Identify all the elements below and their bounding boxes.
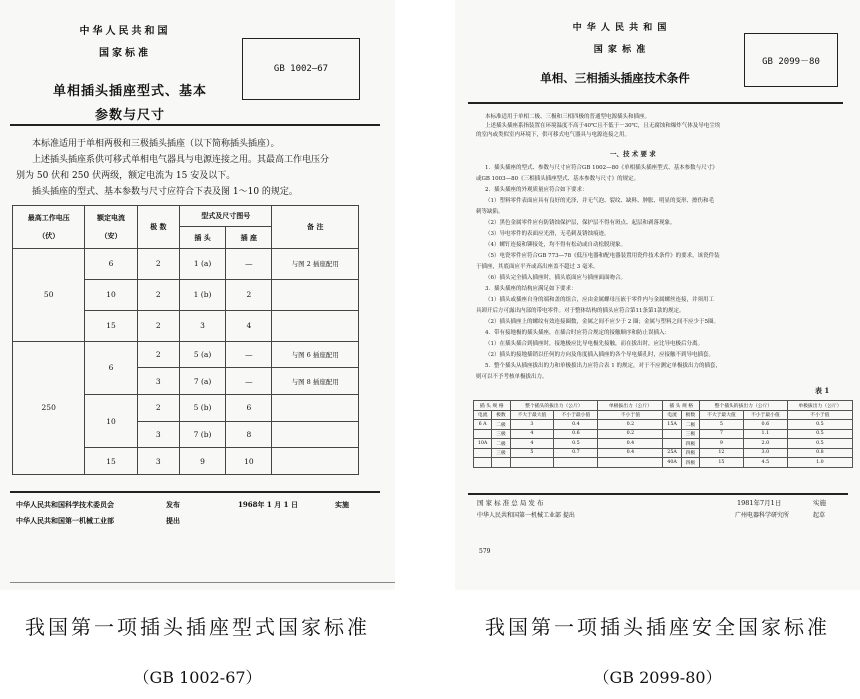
- body-line: （1）在插头插合到插座时，接地极应比导电极先接触，而在拔出时，应比导电极后分离。: [485, 341, 704, 347]
- body-line: （4）螺钉连接和铆接处，均不得有松动或自动松脱现象。: [485, 242, 627, 248]
- body-line: 则可以不予考核单极拔出力。: [476, 374, 548, 380]
- body-line: 4．带有接地极的插头插座，在插合时应符合规定的接触顺序和防止误插入：: [485, 330, 671, 336]
- table-row: 10 2 5 (b) 6: [13, 394, 359, 421]
- action-draft: 起草: [813, 512, 826, 519]
- voltage-cell: 50: [13, 248, 85, 341]
- body-line: 5．整个插头从插座拔出的力和单极拔出力应符合表 1 的规定，对于不应测定单极拔出力的插套，: [485, 363, 721, 369]
- issuer-1: 中华人民共和国科学技术委员会: [16, 500, 114, 509]
- table-row: 6 A 二极 3 0.4 0.2 15A 二极 5 0.6 0.5: [474, 420, 853, 430]
- standard-type: 国 家 标 准: [593, 45, 647, 55]
- standard-code-box: [744, 33, 838, 87]
- action-propose: 提出: [166, 516, 180, 525]
- paragraph: 插头插座的型式、基本参数与尺寸应符合下表及图 1～10 的规定。: [32, 187, 298, 197]
- drafter: 广州电器科学研究所: [735, 512, 790, 519]
- country-header: 中 华 人 民 共 和 国: [572, 23, 668, 33]
- body-line: 3．插头插座的结构应满足如下要求：: [485, 286, 577, 292]
- body-line: （6）插头完全插入插座时，插头底面应与插座面面吻合。: [485, 275, 627, 281]
- voltage-header: 最高工作电压 （伏）: [13, 206, 85, 249]
- parameter-table: [12, 205, 359, 475]
- standard-code: GB 2099－80: [762, 56, 820, 67]
- country-header: 中华人民共和国: [79, 26, 171, 37]
- intro-line: 本标准适用于单相二极、三极和三相四极的普通型电源插头和插座。: [485, 114, 651, 120]
- table-row: 三极 4 0.6 0.2 三极 7 1.1 0.5: [474, 429, 853, 439]
- page-edge: [10, 582, 395, 583]
- section-heading: 一、技 术 要 求: [610, 150, 656, 158]
- issuer-2: 中华人民共和国第一机械工业部 提出: [477, 512, 575, 519]
- body-line: （5）电瓷零件应符合GB 773—78《低压电器和配电器装置用瓷件技术条件》的要求，该瓷件装: [485, 253, 720, 259]
- header-rule: [468, 102, 843, 104]
- doc-title: 单相、三相插头插座技术条件: [540, 71, 690, 85]
- footer-rule: [468, 493, 848, 495]
- body-line: 具卸开后方可露出内部的带电零件。对于整体结构的插头应符合第11条第1款的规定。: [476, 308, 685, 314]
- intro-line: 上述插头插座系指装置在环境温度不高于40℃且不低于－30℃，且无腐蚀和爆炸气体及导电尘埃: [485, 123, 721, 129]
- table-row: 40A 四极 15 4.5 1.0: [474, 458, 853, 468]
- withdrawal-force-table: 插 头 规 格 整个插头的拔出力（公斤） 单极拔出力（公斤） 插 头 规 格 整个插头的拔出力（公斤） 单极拔出力（公斤） 电流 极数 不大于最大值 不小于最小值 不小于值 电流 极数 不大于最大值 不小于最小值 不小于值 6 A 二极 3 0.4 0.2 15A 二极 5 0.6 0.5 三极 4 0.6 0.2 三极 7 1.1 0.5 10A 二极 4 0.5 0.4 四极 9 2.0 0.5 三极 5 0.7 0.4 25A 四极 12 3.0 0.8 40A 四极 15 4.5 1.0: [473, 400, 853, 468]
- body-line: （2）插头的接地插销以任何的方向及角度插入插座的各个导电插孔时，应接触不到导电插套。: [485, 352, 715, 358]
- table-row: 15 2 3 4: [13, 310, 359, 341]
- standard-scan-gb1002: [0, 0, 395, 590]
- figure-number-header: 型式及尺寸图号: [179, 206, 272, 227]
- standard-code: GB 1002—67: [273, 64, 329, 74]
- body-line: 2．插头插座的外观质量应符合如下要求：: [485, 187, 588, 193]
- doc-title-line2: 参数与尺寸: [94, 108, 165, 123]
- poles-header: 极 数: [137, 206, 179, 249]
- socket-header: 插 座: [226, 227, 272, 248]
- paragraph: 别为 50 伏和 250 伏两级，额定电流为 15 安及以下。: [16, 171, 236, 181]
- intro-line: 的室内或类似室内环境下，供可移式电气器具与电源连接之用。: [476, 132, 631, 138]
- standard-code-box: [242, 38, 360, 100]
- table-label: 表 1: [815, 386, 830, 395]
- body-line: （2）黑色金属零件应有防锈蚀保护层，保护层不得有斑点、起层和剥落现象。: [485, 220, 676, 226]
- plug-header: 插 头: [179, 227, 225, 248]
- body-line: 于插座，其底面应平齐或高出座盖不超过 3 毫米。: [476, 264, 599, 270]
- right-caption-code: （GB 2099-80）: [593, 668, 722, 687]
- body-line: （2）插头插座上的螺纹有效连接圈数，金属之间不应少于 2 圈；金属与塑料之间不应少于5圈。: [485, 319, 719, 325]
- effective-date: 1981年7月1日: [737, 499, 782, 507]
- right-caption: 我国第一项插头插座安全国家标准: [485, 615, 830, 639]
- action-publish: 发布: [166, 500, 180, 509]
- body-line: 1．插头插座的型式、参数与尺寸应符合GB 1002—80《单相插头插座型式、基本参数与尺寸》: [485, 165, 718, 171]
- action-implement: 实施: [335, 500, 349, 509]
- action-implement: 实施: [813, 499, 826, 507]
- current-header: 额定电流 （安）: [85, 206, 137, 249]
- body-line: （1）插头或插座自身的端和盖的组合，应由金属螺母压嵌于零件内与金属螺丝连接，并须用工: [485, 297, 715, 303]
- body-line: 刺等缺陷。: [476, 209, 504, 215]
- paragraph: 本标准适用于单相两极和三极插头插座（以下简称插头插座）。: [32, 139, 280, 149]
- table-row: 10 2 1 (b) 2: [13, 279, 359, 310]
- table-row: 10A 二极 4 0.5 0.4 四极 9 2.0 0.5: [474, 439, 853, 449]
- doc-title-line1: 单相插头插座型式、基本: [52, 84, 207, 99]
- issuer-2: 中华人民共和国第一机械工业部: [16, 516, 114, 525]
- issuer-1: 国 家 标 准 总 局 发 布: [477, 499, 544, 507]
- table-row: 15 3 9 10: [13, 448, 359, 475]
- body-line: （3）导电零件的表面应光滑，无毛刺及锈蚀痕迹。: [485, 231, 610, 237]
- left-caption-code: （GB 1002-67）: [133, 668, 262, 687]
- footer-rule: [10, 491, 380, 493]
- remarks-header: 备 注: [272, 206, 359, 249]
- standard-type: 国家标准: [99, 48, 151, 59]
- paragraph: 上述插头插座系供可移式单相电气器具与电源连接之用。其最高工作电压分: [32, 155, 330, 165]
- table-row: 250 6 2 5 (a) — 与图 6 插座配用: [13, 341, 359, 368]
- table-row: 50 6 2 1 (a) — 与图 2 插座配用: [13, 248, 359, 279]
- table-row: 3 7 (a) — 与图 8 插座配用: [13, 368, 359, 395]
- table-row: 3 7 (b) 8: [13, 421, 359, 448]
- voltage-cell: 250: [13, 341, 85, 474]
- effective-date: 1968年 1 月 1 日: [238, 500, 298, 509]
- body-line: 或GB 1003—80《三相插头插座型式、基本参数与尺寸》的规定。: [476, 176, 640, 182]
- page-number: 579: [479, 548, 491, 555]
- body-line: （1）塑料零件表面应具有良好的光泽，并无气泡、裂纹、缺料、肿胀、明显的变形、擦伤和毛: [485, 198, 715, 204]
- table-row: 三极 5 0.7 0.4 25A 四极 12 3.0 0.8: [474, 448, 853, 458]
- header-rule: [10, 124, 380, 126]
- left-caption: 我国第一项插头插座型式国家标准: [25, 615, 370, 639]
- standard-scan-gb2099: [455, 0, 860, 590]
